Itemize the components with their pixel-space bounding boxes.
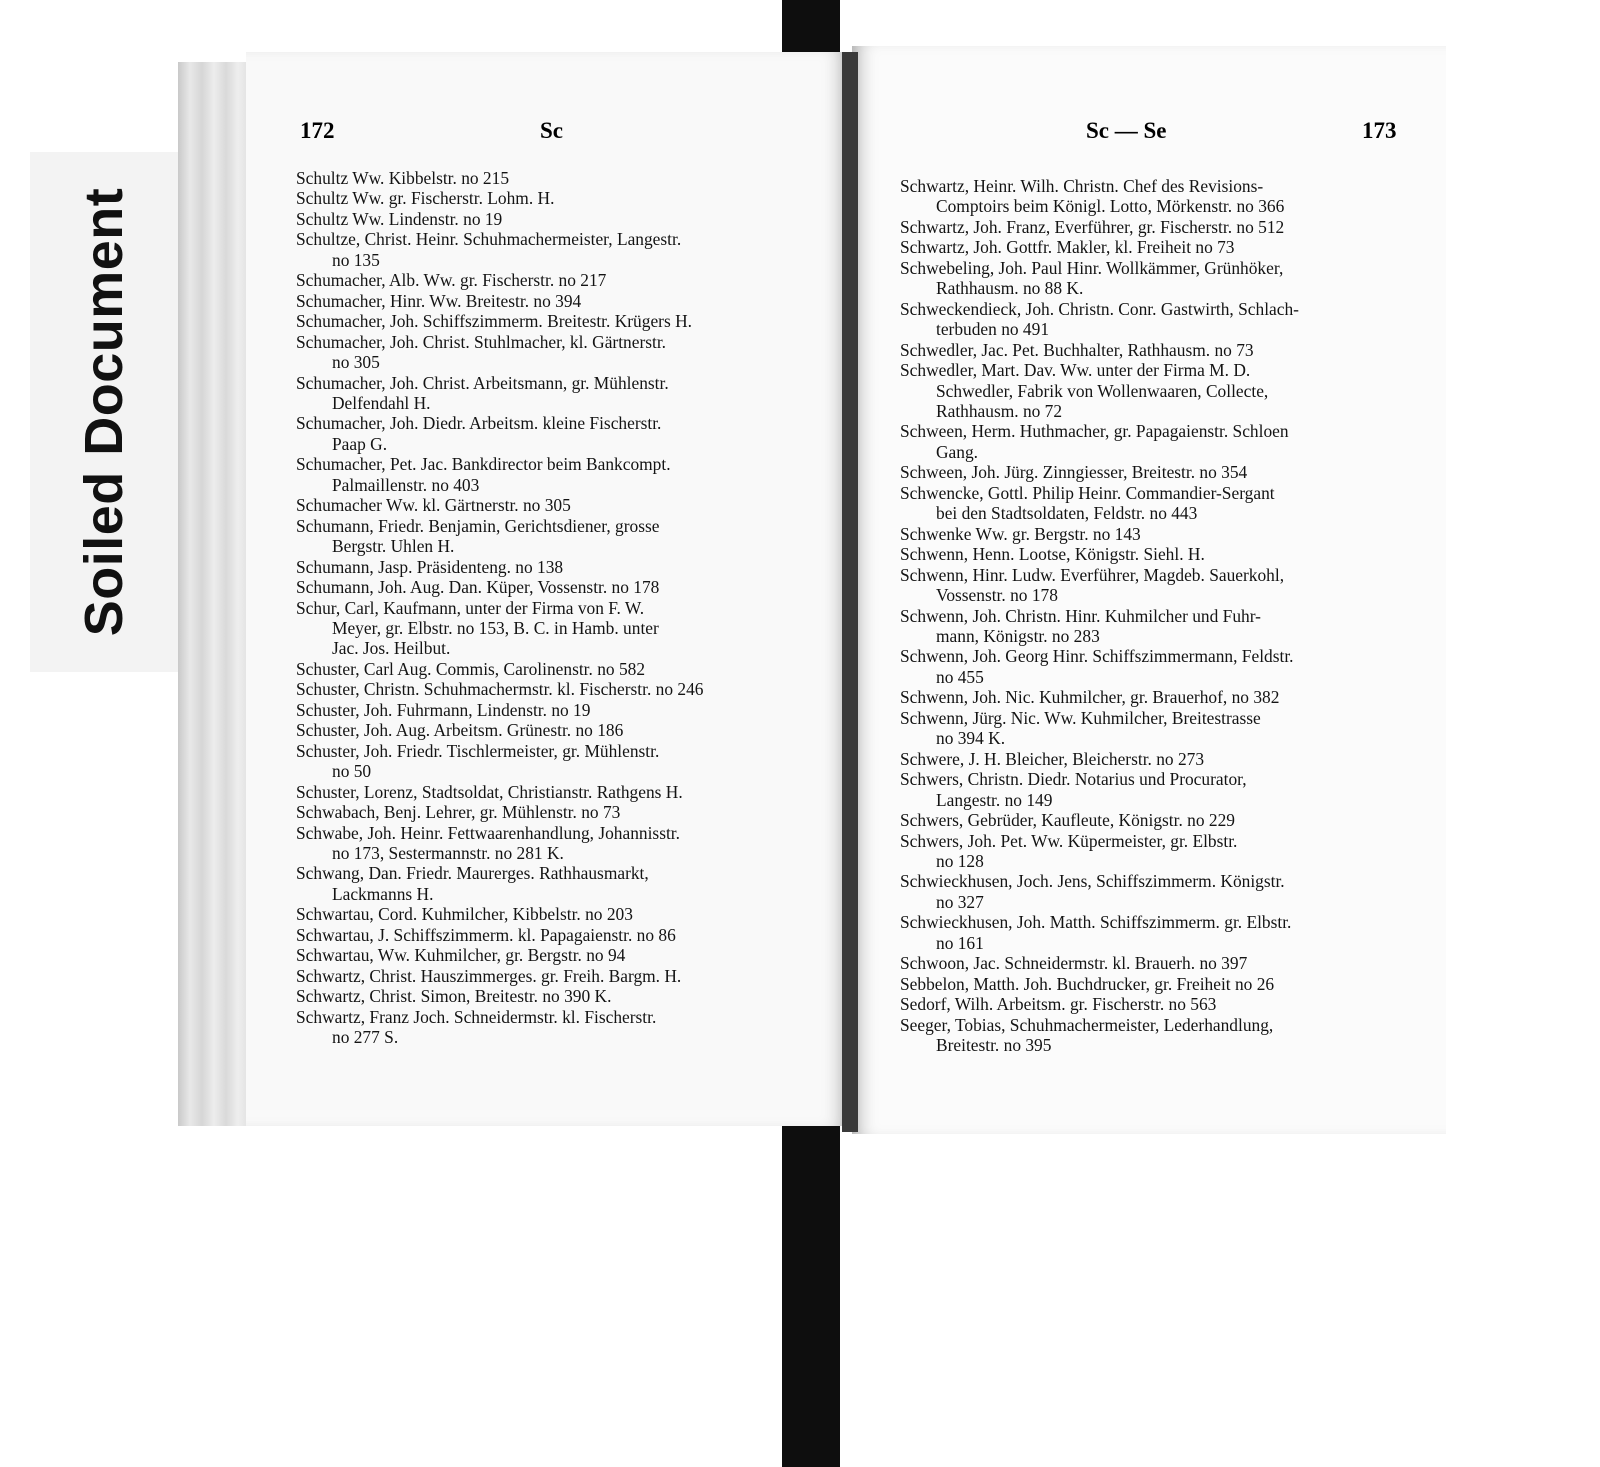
directory-entry: Schumann, Joh. Aug. Dan. Küper, Vossenstr. no 178 xyxy=(296,577,660,598)
directory-entry: Schwartz, Christ. Simon, Breitestr. no 390 K. xyxy=(296,986,612,1007)
directory-entry: Schuster, Carl Aug. Commis, Carolinenstr. no 582 xyxy=(296,658,646,679)
directory-entry: Schwenn, Joh. Christn. Hinr. Kuhmilcher und Fuhr- mann, Königstr. no 283 xyxy=(900,605,1261,646)
directory-entry: Schwers, Christn. Diedr. Notarius und Procurator, Langestr. no 149 xyxy=(900,769,1247,810)
directory-entry: Schwenn, Joh. Georg Hinr. Schiffszimmermann, Feldstr. no 455 xyxy=(900,646,1294,687)
directory-entry: Schumacher, Hinr. Ww. Breitestr. no 394 xyxy=(296,290,582,311)
directory-entry: Schwenke Ww. gr. Bergstr. no 143 xyxy=(900,523,1141,544)
right-directory-entries xyxy=(900,176,1406,1055)
directory-entry: Schultz Ww. gr. Fischerstr. Lohm. H. xyxy=(296,188,555,209)
soiled-document-label: Soiled Document xyxy=(74,187,134,637)
directory-entry: Schwers, Joh. Pet. Ww. Küpermeister, gr. Elbstr. no 128 xyxy=(900,830,1238,871)
right-page-number: 173 xyxy=(1362,118,1397,143)
directory-entry: Schwenn, Jürg. Nic. Ww. Kuhmilcher, Breitestrasse no 394 K. xyxy=(900,707,1261,749)
directory-entry: Schween, Joh. Jürg. Zinngiesser, Breitestr. no 354 xyxy=(900,462,1248,483)
directory-entry: Schuster, Christn. Schuhmachermstr. kl. Fischerstr. no 246 xyxy=(296,679,704,700)
directory-entry: Schuster, Joh. Friedr. Tischlermeister, gr. Mühlenstr. no 50 xyxy=(296,740,660,782)
directory-entry: Schwieckhusen, Joch. Jens, Schiffszimmerm. Königstr. no 327 xyxy=(900,871,1285,912)
directory-entry: Schumacher, Joh. Diedr. Arbeitsm. kleine Fischerstr. Paap G. xyxy=(296,413,662,454)
book-page-edges xyxy=(178,62,248,1126)
directory-entry: Schumacher Ww. kl. Gärtnerstr. no 305 xyxy=(296,495,571,516)
directory-entry: Schwabach, Benj. Lehrer, gr. Mühlenstr. no 73 xyxy=(296,802,621,823)
directory-entry: Schwartau, Ww. Kuhmilcher, gr. Bergstr. no 94 xyxy=(296,945,626,966)
directory-entry: Schumann, Jasp. Präsidenteng. no 138 xyxy=(296,556,564,577)
directory-entry: Schwenn, Joh. Nic. Kuhmilcher, gr. Brauerhof, no 382 xyxy=(900,687,1280,708)
directory-entry: Schumacher, Alb. Ww. gr. Fischerstr. no 217 xyxy=(296,270,607,291)
directory-entry: Schwebeling, Joh. Paul Hinr. Wollkämmer, Grünhöker, Rathhausm. no 88 K. xyxy=(900,257,1284,299)
directory-entry: Schumacher, Joh. Christ. Arbeitsmann, gr. Mühlenstr. Delfendahl H. xyxy=(296,372,669,413)
directory-entry: Schur, Carl, Kaufmann, unter der Firma von F. W. Meyer, gr. Elbstr. no 153, B. C. in Hamb. unter Jac. Jos. Heilbut. xyxy=(296,597,659,659)
directory-entry: Schweckendieck, Joh. Christn. Conr. Gastwirth, Schlach- terbuden no 491 xyxy=(900,298,1299,340)
directory-entry: Schuster, Joh. Aug. Arbeitsm. Grünestr. no 186 xyxy=(296,720,624,741)
left-page-number: 172 xyxy=(300,118,335,143)
directory-entry: Schultze, Christ. Heinr. Schuhmachermeister, Langestr. no 135 xyxy=(296,229,682,270)
directory-entry: Schultz Ww. Kibbelstr. no 215 xyxy=(296,168,510,188)
directory-entry: Schwartz, Christ. Hauszimmerges. gr. Freih. Bargm. H. xyxy=(296,965,682,986)
directory-entry: Schwenn, Henn. Lootse, Königstr. Siehl. H. xyxy=(900,544,1205,565)
directory-entry: Schumacher, Pet. Jac. Bankdirector beim Bankcompt. Palmaillenstr. no 403 xyxy=(296,454,671,495)
directory-entry: Schuster, Lorenz, Stadtsoldat, Christianstr. Rathgens H. xyxy=(296,781,683,802)
directory-entry: Schwartz, Heinr. Wilh. Christn. Chef des Revisions- Comptoirs beim Königl. Lotto, Mörkenstr. no 366 xyxy=(900,176,1285,217)
directory-entry: Schwabe, Joh. Heinr. Fettwaarenhandlung, Johannisstr. no 173, Sestermannstr. no 281 K. xyxy=(296,822,680,863)
book-gutter xyxy=(842,52,858,1132)
directory-entry: Schumacher, Joh. Schiffszimmerm. Breitestr. Krügers H. xyxy=(296,311,692,332)
directory-entry: Schwere, J. H. Bleicher, Bleicherstr. no 273 xyxy=(900,748,1205,769)
directory-entry: Schwartz, Joh. Franz, Everführer, gr. Fischerstr. no 512 xyxy=(900,216,1285,237)
directory-entry: Schwang, Dan. Friedr. Maurerges. Rathhausmarkt, Lackmanns H. xyxy=(296,863,649,904)
left-page-header: Sc xyxy=(540,118,563,143)
directory-entry: Seeger, Tobias, Schuhmachermeister, Lederhandlung, Breitestr. no 395 xyxy=(900,1014,1274,1056)
directory-entry: Sedorf, Wilh. Arbeitsm. gr. Fischerstr. no 563 xyxy=(900,994,1217,1015)
directory-entry: Schumacher, Joh. Christ. Stuhlmacher, kl. Gärtnerstr. no 305 xyxy=(296,331,667,373)
right-page-header: Sc — Se xyxy=(1086,118,1167,143)
directory-entry: Schwencke, Gottl. Philip Heinr. Commandier-Sergant bei den Stadtsoldaten, Feldstr. no 443 xyxy=(900,482,1275,524)
left-directory-entries xyxy=(296,168,814,1047)
directory-entry: Schwieckhusen, Joh. Matth. Schiffszimmerm. gr. Elbstr. no 161 xyxy=(900,912,1292,953)
directory-entry: Schwartz, Franz Joch. Schneidermstr. kl. Fischerstr. no 277 S. xyxy=(296,1006,657,1048)
directory-entry: Schwenn, Hinr. Ludw. Everführer, Magdeb. Sauerkohl, Vossenstr. no 178 xyxy=(900,564,1285,606)
directory-entry: Schuster, Joh. Fuhrmann, Lindenstr. no 19 xyxy=(296,699,591,720)
directory-entry: Schwartau, Cord. Kuhmilcher, Kibbelstr. no 203 xyxy=(296,904,633,925)
directory-entry: Schwartz, Joh. Gottfr. Makler, kl. Freiheit no 73 xyxy=(900,237,1235,258)
directory-entry: Schwers, Gebrüder, Kaufleute, Königstr. no 229 xyxy=(900,810,1235,831)
directory-entry: Schween, Herm. Huthmacher, gr. Papagaienstr. Schloen Gang. xyxy=(900,421,1289,462)
directory-entry: Schultz Ww. Lindenstr. no 19 xyxy=(296,208,503,229)
directory-entry: Schwartau, J. Schiffszimmerm. kl. Papagaienstr. no 86 xyxy=(296,924,676,945)
directory-entry: Schwedler, Mart. Dav. Ww. unter der Firma M. D. Schwedler, Fabrik von Wollenwaaren, Collecte, Rathhausm. no 72 xyxy=(900,360,1269,421)
directory-entry: Schwedler, Jac. Pet. Buchhalter, Rathhausm. no 73 xyxy=(900,339,1254,360)
directory-entry: Sebbelon, Matth. Joh. Buchdrucker, gr. Freiheit no 26 xyxy=(900,973,1275,994)
directory-entry: Schumann, Friedr. Benjamin, Gerichtsdiener, grosse Bergstr. Uhlen H. xyxy=(296,515,660,557)
directory-entry: Schwoon, Jac. Schneidermstr. kl. Brauerh. no 397 xyxy=(900,953,1248,974)
